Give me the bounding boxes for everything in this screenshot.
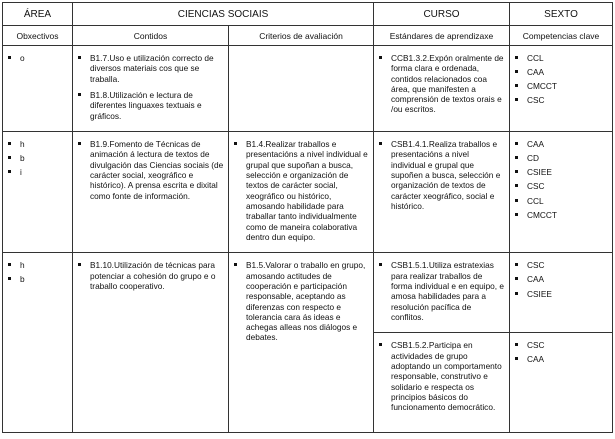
column-header-row <box>3 26 613 46</box>
col-contidos: Contidos <box>73 26 229 46</box>
criterios-cell <box>229 253 374 433</box>
list-item: o <box>7 53 68 63</box>
list-item: i <box>7 167 68 177</box>
list-item: CMCCT <box>514 81 608 91</box>
list-item: h <box>7 260 68 270</box>
contidos-cell <box>73 46 229 132</box>
curriculum-table <box>2 2 613 433</box>
list-item: B1.8.Utilización e lectura de diferentes linguaxes textuais e gráficos. <box>77 90 224 121</box>
list-item: CAA <box>514 354 608 364</box>
list-item: CSIEE <box>514 167 608 177</box>
col-competencias: Competencias clave <box>510 26 613 46</box>
area-label: ÁREA <box>3 3 73 26</box>
list-item: B1.4.Realizar traballos e presentacións a nivel individual e grupal que supoñan a busca, selección e organización de textos de carácter social, xeográfico ou histórico, amosando habilidade para traballar tanto individualmente como de maneira colaborativa dentro dun equipo. <box>233 139 369 242</box>
list-item: CCL <box>514 196 608 206</box>
competencias-cell <box>510 46 613 132</box>
list-item: CSC <box>514 95 608 105</box>
list-item: CAA <box>514 139 608 149</box>
list-item: CAA <box>514 67 608 77</box>
list-item: CAA <box>514 274 608 284</box>
col-criterios: Criterios de avaliación <box>229 26 374 46</box>
list-item: CSC <box>514 181 608 191</box>
obxectivos-cell <box>3 46 73 132</box>
list-item: CSB1.5.1.Utiliza estratexias para realizar traballos de forma individual e en equipo, e amosa habilidades para a resolución pacífica de conflitos. <box>378 260 505 322</box>
list-item: CSB1.4.1.Realiza traballos e presentacións a nivel individual e grupal que supoñen a busca, selección e organización de textos de carácter xeográfico, social e histórico. <box>378 139 505 211</box>
list-item: h <box>7 139 68 149</box>
course-label: CURSO <box>374 3 510 26</box>
obxectivos-cell <box>3 132 73 253</box>
header-row <box>3 3 613 26</box>
list-item: CCL <box>514 53 608 63</box>
contidos-cell <box>73 132 229 253</box>
table-row <box>3 46 613 132</box>
list-item: CD <box>514 153 608 163</box>
area-value: CIENCIAS SOCIAIS <box>73 3 374 26</box>
list-item: b <box>7 274 68 284</box>
col-obxectivos: Obxectivos <box>3 26 73 46</box>
list-item: CSIEE <box>514 289 608 299</box>
estandares-cell <box>374 253 510 333</box>
competencias-cell <box>510 333 613 433</box>
table-row <box>3 132 613 253</box>
competencias-cell <box>510 132 613 253</box>
list-item: CMCCT <box>514 210 608 220</box>
list-item: B1.9.Fomento de Técnicas de animación á lectura de textos de divulgación das Ciencias sociais (de carácter social, xeográfico e histórico). A prensa escrita e dixital como fonte de información. <box>77 139 224 201</box>
list-item: CSB1.5.2.Participa en actividades de grupo adoptando un comportamento responsable, construtivo e solidario e respecta os principios básicos do funcionamento democrático. <box>378 340 505 412</box>
estandares-cell <box>374 46 510 132</box>
criterios-cell <box>229 132 374 253</box>
obxectivos-cell <box>3 253 73 433</box>
competencias-cell <box>510 253 613 333</box>
course-value: SEXTO <box>510 3 613 26</box>
list-item: B1.5.Valorar o traballo en grupo, amosando actitudes de cooperación e participación responsable, aceptando as diferenzas con respecto e tolerancia cara ás ideas e achegas alleas nos diálogos e debates. <box>233 260 369 342</box>
col-estandares: Estándares de aprendizaxe <box>374 26 510 46</box>
list-item: CSC <box>514 260 608 270</box>
estandares-cell <box>374 132 510 253</box>
list-item: b <box>7 153 68 163</box>
list-item: B1.7.Uso e utilización correcto de diversos materiais cos que se traballa. <box>77 53 224 84</box>
contidos-cell <box>73 253 229 433</box>
table-row <box>3 253 613 333</box>
list-item: CSC <box>514 340 608 350</box>
estandares-cell <box>374 333 510 433</box>
list-item: B1.10.Utilización de técnicas para potenciar a cohesión do grupo e o traballo cooperativo. <box>77 260 224 291</box>
list-item: CCB1.3.2.Expón oralmente de forma clara e ordenada, contidos relacionados coa área, que manifesten a comprensión de textos orais e /ou escritos. <box>378 53 505 115</box>
criterios-cell <box>229 46 374 132</box>
